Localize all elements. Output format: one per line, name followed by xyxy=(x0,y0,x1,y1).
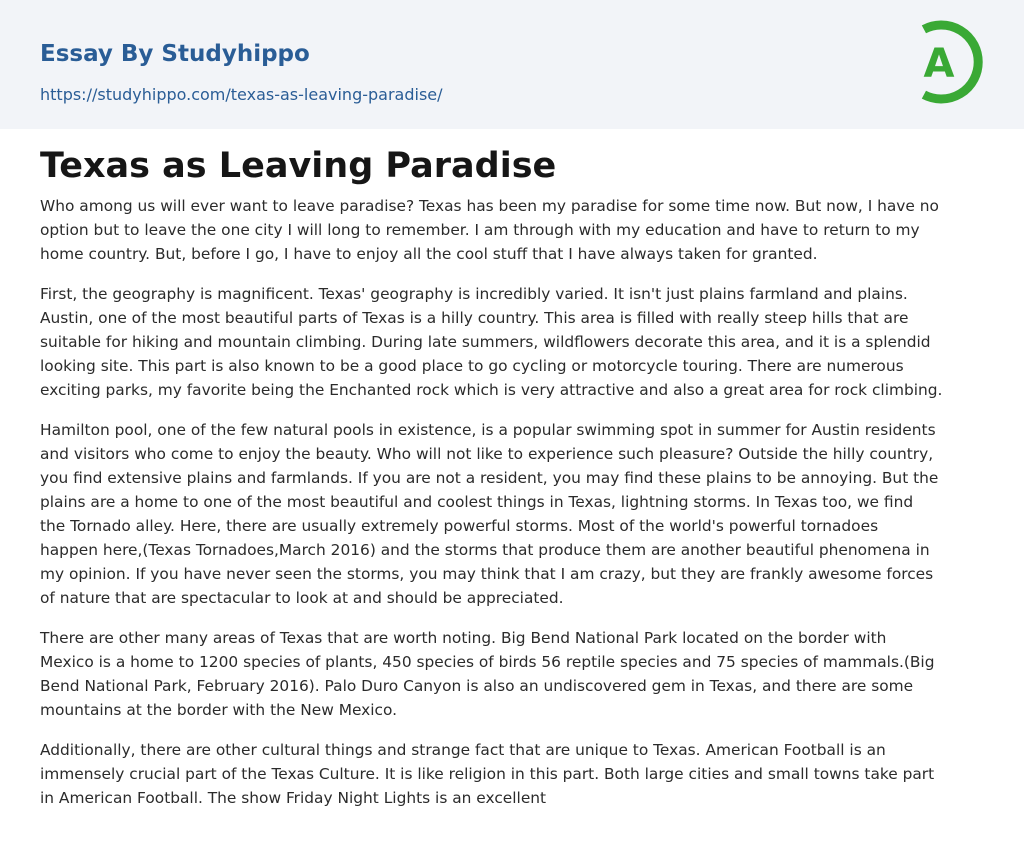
essay-paragraph xyxy=(40,738,988,810)
essay-paragraph xyxy=(40,626,988,722)
essay-paragraph xyxy=(40,418,988,610)
site-header xyxy=(0,0,1024,129)
text-line: Who among us will ever want to leave paradise? Texas has been my paradise for some time now. But now, I have no xyxy=(40,197,939,215)
text-line: you find extensive plains and farmlands. If you are not a resident, you may find these plains to be annoying. But the xyxy=(40,469,939,487)
text-line: option but to leave the one city I will long to remember. I am through with my education and have to return to my xyxy=(40,221,920,239)
brand-title[interactable]: Essay By Studyhippo xyxy=(40,41,310,67)
text-line: of nature that are spectacular to look at and should be appreciated. xyxy=(40,589,564,607)
text-line: looking site. This part is also known to be a good place to go cycling or motorcycle touring. There are numerous xyxy=(40,357,904,375)
essay-paragraph xyxy=(40,194,988,266)
text-line: home country. But, before I go, I have to enjoy all the cool stuff that I have always taken for granted. xyxy=(40,245,818,263)
text-line: immensely crucial part of the Texas Culture. It is like religion in this part. Both large cities and small towns take part xyxy=(40,765,935,783)
text-line: Mexico is a home to 1200 species of plants, 450 species of birds 56 reptile species and 75 species of mammals.(Big xyxy=(40,653,935,671)
text-line: Hamilton pool, one of the few natural pools in existence, is a popular swimming spot in summer for Austin residents xyxy=(40,421,936,439)
text-line: and visitors who come to enjoy the beauty. Who will not like to experience such pleasure? Outside the hilly country, xyxy=(40,445,934,463)
text-line: Austin, one of the most beautiful parts of Texas is a hilly country. This area is filled with really steep hills that are xyxy=(40,309,909,327)
text-line: in American Football. The show Friday Night Lights is an excellent xyxy=(40,789,547,807)
text-line: exciting parks, my favorite being the Enchanted rock which is very attractive and also a great area for rock climbing. xyxy=(40,381,943,399)
essay-body xyxy=(40,194,988,826)
svg-text:A: A xyxy=(923,41,955,87)
essay-paragraph xyxy=(40,282,988,402)
text-line: the Tornado alley. Here, there are usually extremely powerful storms. Most of the world's powerful tornadoes xyxy=(40,517,879,535)
text-line: my opinion. If you have never seen the storms, you may think that I am crazy, but they are frankly awesome forces xyxy=(40,565,934,583)
text-line: happen here,(Texas Tornadoes,March 2016) and the storms that produce them are another beautiful phenomena in xyxy=(40,541,930,559)
text-line: suitable for hiking and mountain climbing. During late summers, wildflowers decorate this area, and it is a splendid xyxy=(40,333,931,351)
text-line: First, the geography is magnificent. Texas' geography is incredibly varied. It isn't just plains farmland and plains. xyxy=(40,285,908,303)
text-line: mountains at the border with the New Mexico. xyxy=(40,701,398,719)
text-line: Additionally, there are other cultural things and strange fact that are unique to Texas. American Football is an xyxy=(40,741,886,759)
studyhippo-logo-icon[interactable] xyxy=(912,20,986,104)
text-line: Bend National Park, February 2016). Palo Duro Canyon is also an undiscovered gem in Texas, and there are some xyxy=(40,677,914,695)
page-url-link[interactable]: https://studyhippo.com/texas-as-leaving-paradise/ xyxy=(40,85,443,104)
text-line: plains are a home to one of the most beautiful and coolest things in Texas, lightning storms. In Texas too, we find xyxy=(40,493,914,511)
essay-title: Texas as Leaving Paradise xyxy=(40,146,557,186)
text-line: There are other many areas of Texas that are worth noting. Big Bend National Park located on the border with xyxy=(40,629,887,647)
